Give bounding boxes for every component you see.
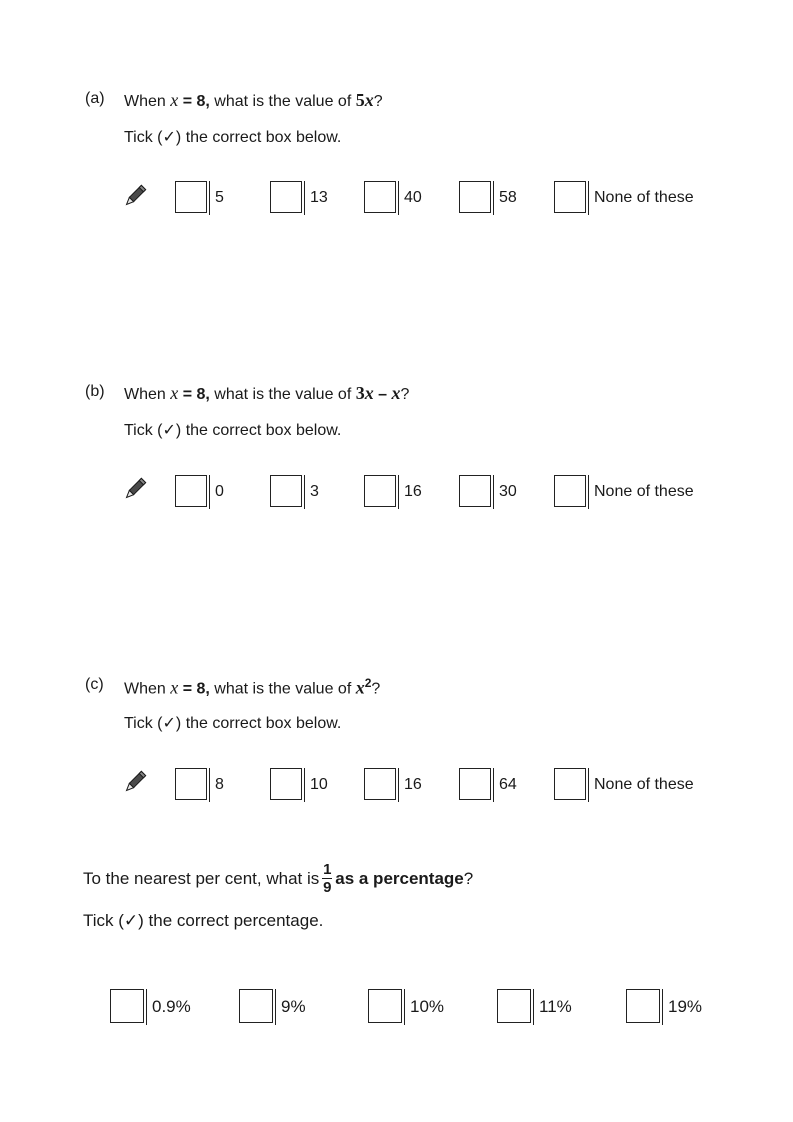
percent-option-4[interactable] [497, 989, 572, 1025]
option-c-3[interactable] [364, 768, 422, 802]
checkbox[interactable] [175, 475, 207, 507]
expression-coefficient: 3 [355, 383, 365, 403]
option-b-3[interactable] [364, 475, 422, 509]
equals-value: = 8, [182, 680, 210, 698]
percent-question-prompt [83, 862, 473, 895]
option-label: 10 [304, 768, 328, 802]
option-c-4[interactable] [459, 768, 517, 802]
question-label: (b) [85, 383, 105, 400]
variable-x: x [170, 90, 179, 110]
option-label: None of these [588, 181, 694, 215]
checkbox[interactable] [110, 989, 144, 1023]
option-label: 0 [209, 475, 224, 509]
checkbox[interactable] [554, 181, 586, 213]
option-a-1[interactable] [175, 181, 224, 215]
checkbox[interactable] [459, 768, 491, 800]
option-label: 5 [209, 181, 224, 215]
option-b-2[interactable] [270, 475, 319, 509]
prompt-prefix: When [124, 680, 166, 698]
fraction [322, 862, 332, 895]
question-text [124, 90, 383, 111]
checkbox[interactable] [270, 768, 302, 800]
prompt-prefix: When [124, 93, 166, 110]
pencil-icon [122, 183, 148, 209]
prompt-middle: what is the value of [214, 93, 352, 110]
option-label: 58 [493, 181, 517, 215]
percent-option-3[interactable] [368, 989, 444, 1025]
question-c-prompt [0, 676, 793, 700]
option-b-4[interactable] [459, 475, 517, 509]
expression-minus: – [373, 386, 392, 403]
variable-x: x [170, 677, 179, 698]
checkbox[interactable] [239, 989, 273, 1023]
equals-value: = 8, [182, 386, 210, 403]
checkbox[interactable] [175, 181, 207, 213]
option-label: 3 [304, 475, 319, 509]
option-label: 16 [398, 475, 422, 509]
checkbox[interactable] [459, 181, 491, 213]
prompt-end: ? [400, 386, 410, 403]
checkbox[interactable] [626, 989, 660, 1023]
instruction: Tick (✓) the correct box below. [124, 715, 342, 732]
expression-variable: x [364, 383, 374, 403]
option-label: 16 [398, 768, 422, 802]
checkbox[interactable] [497, 989, 531, 1023]
option-label: 64 [493, 768, 517, 802]
option-a-3[interactable] [364, 181, 422, 215]
checkbox[interactable] [175, 768, 207, 800]
checkbox[interactable] [368, 989, 402, 1023]
option-c-5[interactable] [554, 768, 694, 802]
percent-instruction: Tick (✓) the correct percentage. [83, 911, 324, 930]
option-label: 0.9% [146, 989, 191, 1025]
pencil-icon [122, 769, 148, 795]
prompt-prefix: To the nearest per cent, what is [83, 868, 320, 888]
option-label: None of these [588, 475, 694, 509]
option-label: 9% [275, 989, 306, 1025]
checkbox[interactable] [270, 181, 302, 213]
option-label: 19% [662, 989, 702, 1025]
prompt-end: ? [463, 868, 474, 888]
option-c-1[interactable] [175, 768, 224, 802]
fraction-denominator: 9 [323, 879, 332, 896]
equals-value: = 8, [182, 93, 210, 110]
option-label: 40 [398, 181, 422, 215]
option-label: 13 [304, 181, 328, 215]
pencil-icon [122, 476, 148, 502]
option-label: 8 [209, 768, 224, 802]
option-b-5[interactable] [554, 475, 694, 509]
percent-option-1[interactable] [110, 989, 191, 1025]
option-label: 30 [493, 475, 517, 509]
prompt-end: ? [373, 93, 383, 110]
fraction-numerator: 1 [323, 861, 332, 878]
question-text [124, 383, 409, 404]
prompt-middle: what is the value of [214, 386, 352, 403]
checkbox[interactable] [554, 768, 586, 800]
prompt-end: ? [371, 680, 381, 698]
option-label: 10% [404, 989, 444, 1025]
expression-variable: x [355, 677, 365, 698]
expression-exponent: 2 [364, 676, 372, 690]
expression-coefficient: 5 [355, 90, 365, 110]
question-label: (c) [85, 676, 104, 693]
question-b-prompt [0, 383, 793, 407]
prompt-prefix: When [124, 386, 166, 403]
question-a-prompt [0, 90, 793, 114]
percent-option-5[interactable] [626, 989, 702, 1025]
question-text [124, 676, 380, 698]
checkbox[interactable] [459, 475, 491, 507]
question-label: (a) [85, 90, 105, 107]
prompt-bold: as a percentage [335, 868, 464, 888]
expression-variable: x [391, 383, 401, 403]
option-label: None of these [588, 768, 694, 802]
option-c-2[interactable] [270, 768, 328, 802]
option-label: 11% [533, 989, 572, 1025]
checkbox[interactable] [364, 475, 396, 507]
checkbox[interactable] [554, 475, 586, 507]
expression-variable: x [364, 90, 374, 110]
instruction: Tick (✓) the correct box below. [124, 422, 342, 439]
variable-x: x [170, 383, 179, 403]
option-b-1[interactable] [175, 475, 224, 509]
option-a-4[interactable] [459, 181, 517, 215]
option-a-5[interactable] [554, 181, 694, 215]
instruction: Tick (✓) the correct box below. [124, 129, 342, 146]
checkbox[interactable] [270, 475, 302, 507]
checkbox[interactable] [364, 768, 396, 800]
checkbox[interactable] [364, 181, 396, 213]
percent-option-2[interactable] [239, 989, 306, 1025]
option-a-2[interactable] [270, 181, 328, 215]
prompt-middle: what is the value of [214, 680, 352, 698]
